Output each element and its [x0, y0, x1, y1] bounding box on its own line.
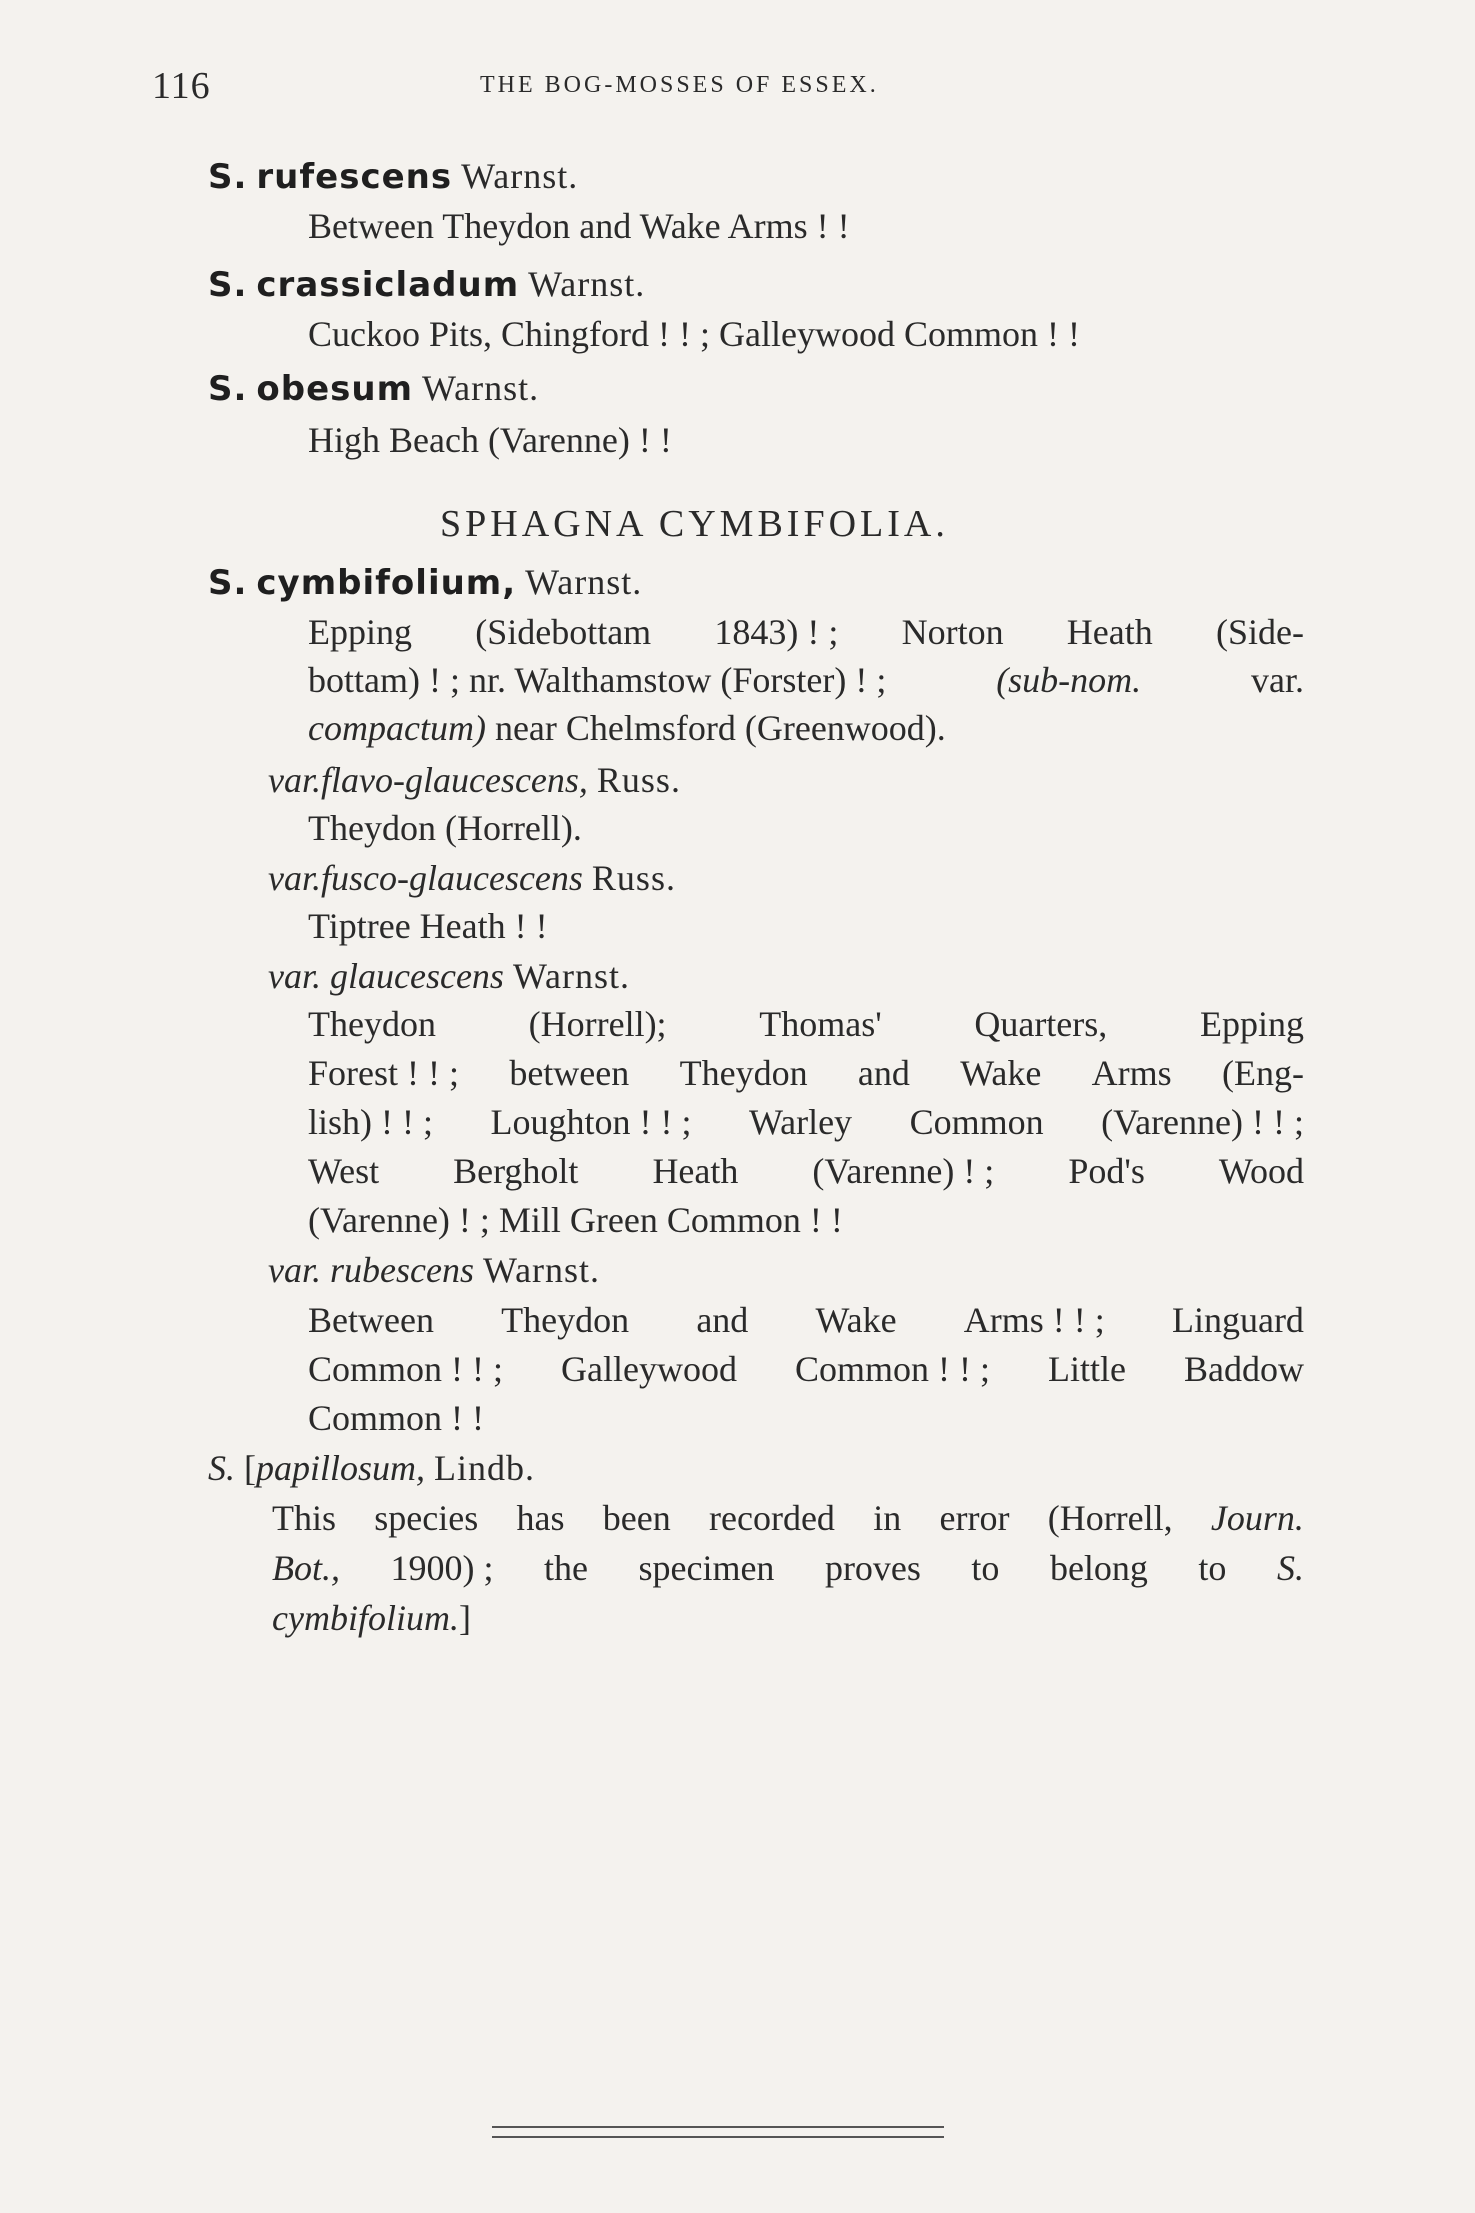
word: Quarters, — [974, 1004, 1108, 1044]
word: Theydon — [308, 1004, 436, 1044]
locality-glaucescens-line-4 — [308, 1149, 1304, 1193]
word: (Varenne) ! ; — [812, 1151, 995, 1191]
variety-author: Warnst. — [512, 956, 631, 996]
section-heading: SPHAGNA CYMBIFOLIA. — [440, 503, 949, 545]
variety-heading-fusco-glaucescens — [268, 856, 676, 900]
text: near Chelmsford (Greenwood). — [494, 708, 946, 748]
variety-label: var. — [268, 760, 321, 800]
word: has — [516, 1498, 565, 1538]
word: Linguard — [1171, 1300, 1304, 1340]
word: and — [857, 1053, 910, 1093]
word-italic: Journ. — [1210, 1498, 1304, 1538]
word-italic: S. — [1276, 1548, 1304, 1588]
word: species — [374, 1498, 479, 1538]
locality-cymbifolium-line-2 — [308, 658, 1304, 702]
word: Arms — [1091, 1053, 1172, 1093]
word: Between — [308, 1300, 434, 1340]
word: (Sidebottam — [475, 612, 652, 652]
variety-label: var. — [268, 858, 321, 898]
word: in — [873, 1498, 902, 1538]
note-papillosum-line-3 — [272, 1596, 471, 1640]
word: Loughton ! ! ; — [490, 1102, 692, 1142]
locality-cymbifolium-line-1 — [308, 610, 1304, 654]
species-author: Lindb. — [434, 1448, 536, 1488]
word: Little — [1047, 1349, 1126, 1389]
text: bottam) ! ; nr. Walthamstow (Forster) ! ; — [308, 660, 887, 700]
variety-label: var. — [268, 956, 321, 996]
running-title: THE BOG-MOSSES OF ESSEX. — [480, 72, 879, 98]
text-italic: (sub-nom. — [996, 660, 1142, 700]
page-number: 116 — [152, 65, 211, 107]
variety-heading-flavo-glaucescens — [268, 758, 681, 802]
word: Galleywood — [561, 1349, 737, 1389]
word: West — [308, 1151, 380, 1191]
open-bracket: [ — [244, 1448, 256, 1488]
variety-name: rubescens — [330, 1250, 474, 1290]
variety-author: Russ. — [591, 858, 676, 898]
locality-glaucescens-line-1 — [308, 1002, 1304, 1046]
word: (Horrell); — [528, 1004, 667, 1044]
word: Norton — [901, 612, 1004, 652]
close-bracket: ] — [458, 1598, 471, 1638]
species-heading-crassicladum — [208, 262, 645, 307]
word: (Horrell, — [1047, 1498, 1173, 1538]
word: error — [939, 1498, 1010, 1538]
locality-flavo-glaucescens: Theydon (Horrell). — [308, 808, 582, 848]
species-author: Warnst. — [422, 368, 540, 408]
locality-cymbifolium-line-3 — [308, 706, 946, 750]
text-italic: compactum) — [308, 708, 486, 748]
word: Epping — [308, 612, 412, 652]
word: Theydon — [501, 1300, 630, 1340]
note-papillosum-line-2 — [272, 1546, 1304, 1590]
locality-rufescens: Between Theydon and Wake Arms ! ! — [308, 206, 850, 246]
word: 1843) ! ; — [714, 612, 839, 652]
locality-rubescens-line-3: Common ! ! — [308, 1398, 484, 1438]
species-name: crassicladum — [256, 265, 520, 305]
word: Arms ! ! ; — [963, 1300, 1105, 1340]
word: Baddow — [1183, 1349, 1304, 1389]
species-prefix: S. — [208, 265, 248, 305]
word: and — [696, 1300, 749, 1340]
word: (Varenne) ! ! ; — [1101, 1102, 1304, 1142]
locality-rubescens-line-2 — [308, 1347, 1304, 1391]
double-rule-divider — [492, 2126, 944, 2138]
locality-glaucescens-line-3 — [308, 1100, 1304, 1144]
word: (Eng- — [1222, 1053, 1304, 1093]
text: var. — [1251, 660, 1304, 700]
word: Heath — [652, 1151, 739, 1191]
word: Bergholt — [453, 1151, 579, 1191]
locality-crassicladum: Cuckoo Pits, Chingford ! ! ; Galleywood Common ! ! — [308, 314, 1080, 354]
species-name: rufescens — [256, 157, 453, 197]
word: This — [272, 1498, 337, 1538]
word: Pod's — [1068, 1151, 1145, 1191]
species-name: obesum — [256, 369, 414, 409]
variety-author: Russ. — [596, 760, 681, 800]
word: Common ! ! ; — [308, 1349, 503, 1389]
word-italic: Bot., — [272, 1548, 340, 1588]
word: Common — [909, 1102, 1044, 1142]
word: Wood — [1218, 1151, 1304, 1191]
word: between — [509, 1053, 630, 1093]
locality-rubescens-line-1 — [308, 1298, 1304, 1342]
word: Wake — [815, 1300, 897, 1340]
word: proves — [824, 1548, 921, 1588]
word: to — [971, 1548, 1000, 1588]
species-prefix: S. — [208, 563, 248, 603]
word: Theydon — [679, 1053, 808, 1093]
variety-label: var. — [268, 1250, 321, 1290]
species-heading-obesum — [208, 366, 539, 411]
species-author: Warnst. — [461, 156, 579, 196]
word: recorded — [709, 1498, 835, 1538]
variety-heading-rubescens — [268, 1248, 600, 1292]
variety-heading-glaucescens — [268, 954, 630, 998]
locality-obesum: High Beach (Varenne) ! ! — [308, 420, 672, 460]
species-heading-rufescens — [208, 154, 578, 199]
variety-author: Warnst. — [482, 1250, 601, 1290]
species-prefix: S. — [208, 1448, 235, 1488]
word: Common ! ! ; — [794, 1349, 990, 1389]
word: lish) ! ! ; — [308, 1102, 433, 1142]
variety-name: glaucescens — [330, 956, 504, 996]
species-heading-cymbifolium — [208, 560, 642, 605]
word: Thomas' — [759, 1004, 882, 1044]
locality-fusco-glaucescens: Tiptree Heath ! ! — [308, 906, 548, 946]
locality-glaucescens-line-5: (Varenne) ! ; Mill Green Common ! ! — [308, 1200, 843, 1240]
word: (Side- — [1215, 612, 1304, 652]
word: Heath — [1066, 612, 1153, 652]
word: specimen — [638, 1548, 775, 1588]
species-name: papillosum, — [256, 1448, 426, 1488]
locality-glaucescens-line-2 — [308, 1051, 1304, 1095]
species-prefix: S. — [208, 157, 248, 197]
word: Warley — [749, 1102, 853, 1142]
word: belong — [1049, 1548, 1148, 1588]
word: Wake — [960, 1053, 1042, 1093]
word: been — [602, 1498, 671, 1538]
word-italic: cymbifolium. — [272, 1598, 459, 1638]
word: the — [544, 1548, 588, 1588]
species-heading-papillosum — [208, 1446, 535, 1490]
word: to — [1198, 1548, 1227, 1588]
word: 1900) ; — [390, 1548, 494, 1588]
word: Epping — [1199, 1004, 1304, 1044]
species-author: Warnst. — [525, 562, 643, 602]
note-papillosum-line-1 — [272, 1496, 1304, 1540]
species-author: Warnst. — [528, 264, 646, 304]
variety-name: flavo-glaucescens, — [321, 760, 588, 800]
species-prefix: S. — [208, 369, 248, 409]
variety-name: fusco-glaucescens — [321, 858, 583, 898]
species-name: cymbifolium, — [256, 563, 517, 603]
word: Forest ! ! ; — [308, 1053, 459, 1093]
